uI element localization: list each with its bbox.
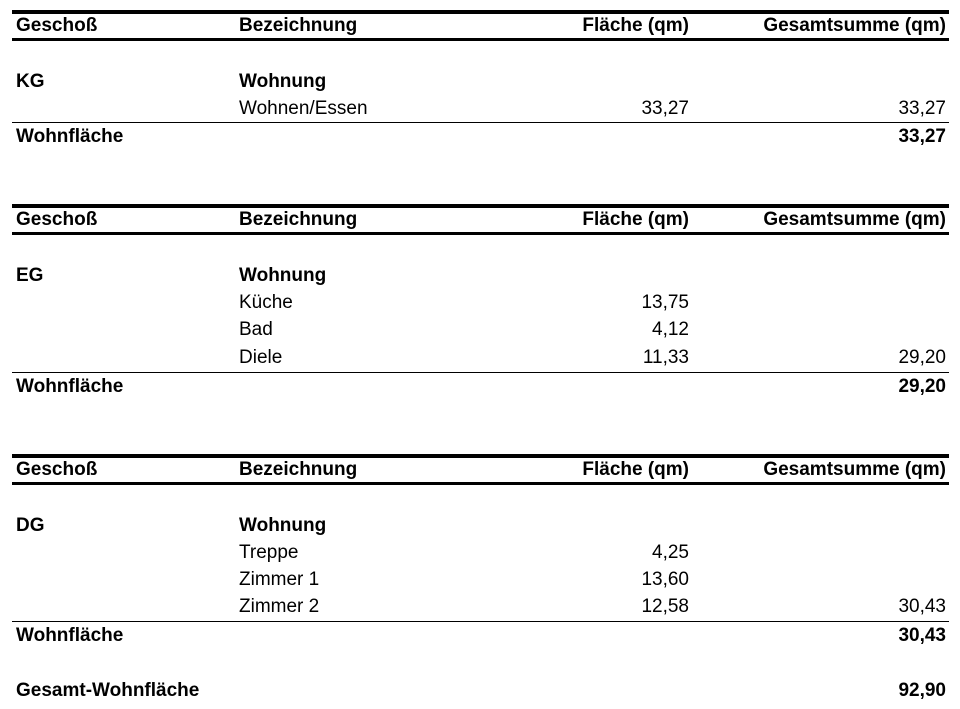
floor-label: DG: [16, 515, 45, 536]
header-name: Bezeichnung: [239, 459, 358, 480]
room-area: 12,58: [641, 596, 689, 617]
room-area: 4,12: [652, 319, 689, 340]
floor-label: EG: [16, 265, 44, 286]
room-area: 13,60: [641, 569, 689, 590]
room-name: Diele: [239, 347, 283, 368]
room-total: 30,43: [898, 596, 946, 617]
sum-value: 30,43: [898, 625, 946, 646]
table-row: [12, 539, 949, 567]
room-name: Bad: [239, 319, 273, 340]
header-total: Gesamtsumme (qm): [763, 209, 946, 230]
sum-value: 29,20: [898, 376, 946, 397]
header-total: Gesamtsumme (qm): [763, 459, 946, 480]
room-name: Wohnen/Essen: [239, 98, 368, 119]
room-total: 29,20: [898, 347, 946, 368]
group-label: Wohnung: [239, 71, 327, 92]
grand-total-label: Gesamt-Wohnfläche: [16, 680, 200, 701]
header-area: Fläche (qm): [582, 15, 689, 36]
table-row: [12, 289, 949, 317]
table-row: [12, 593, 949, 621]
table-header-eg: [12, 204, 949, 235]
grand-total-value: 92,90: [898, 680, 946, 701]
sum-row-dg: [12, 621, 949, 650]
floor-row-dg: [12, 512, 949, 540]
table-row: [12, 316, 949, 344]
room-name: Zimmer 2: [239, 596, 320, 617]
sum-row-eg: [12, 372, 949, 401]
sum-value: 33,27: [898, 126, 946, 147]
sum-label: Wohnfläche: [16, 625, 124, 646]
grand-total-row: [12, 677, 949, 705]
table-row: [12, 95, 949, 123]
room-area: 11,33: [642, 347, 689, 368]
header-floor: Geschoß: [16, 15, 98, 36]
room-name: Küche: [239, 292, 293, 313]
group-label: Wohnung: [239, 265, 327, 286]
sum-row-kg: [12, 122, 949, 151]
header-area: Fläche (qm): [582, 209, 689, 230]
table-header-kg: [12, 10, 949, 41]
table-row: [12, 566, 949, 594]
header-name: Bezeichnung: [239, 209, 358, 230]
header-name: Bezeichnung: [239, 15, 358, 36]
floor-row-kg: [12, 68, 949, 96]
group-label: Wohnung: [239, 515, 327, 536]
table-row: [12, 344, 949, 372]
header-total: Gesamtsumme (qm): [763, 15, 946, 36]
sum-label: Wohnfläche: [16, 376, 124, 397]
floor-row-eg: [12, 262, 949, 290]
room-area: 4,25: [652, 542, 689, 563]
room-name: Treppe: [239, 542, 299, 563]
sum-label: Wohnfläche: [16, 126, 124, 147]
header-floor: Geschoß: [16, 459, 98, 480]
room-area: 33,27: [641, 98, 689, 119]
floor-label: KG: [16, 71, 45, 92]
table-header-dg: [12, 454, 949, 485]
room-area: 13,75: [641, 292, 689, 313]
header-area: Fläche (qm): [582, 459, 689, 480]
room-total: 33,27: [898, 98, 946, 119]
header-floor: Geschoß: [16, 209, 98, 230]
room-name: Zimmer 1: [239, 569, 320, 590]
